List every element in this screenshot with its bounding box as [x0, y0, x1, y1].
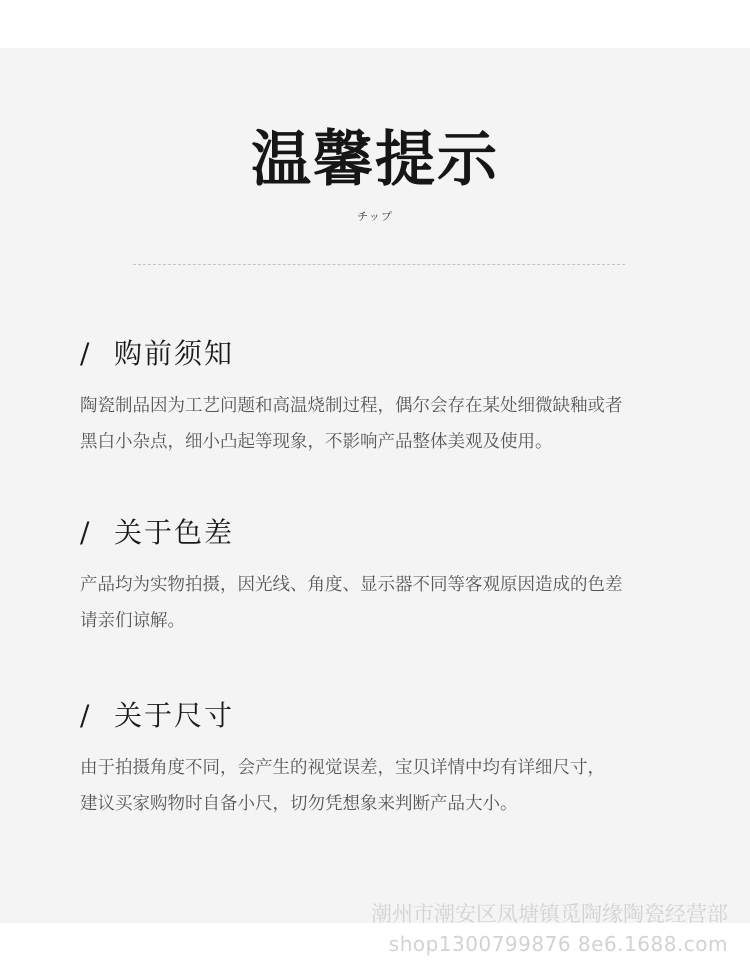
page-title: 温馨提示	[251, 125, 499, 195]
slash-mark: /	[80, 516, 92, 549]
body-line: 请亲们谅解。	[80, 611, 185, 631]
section-body	[80, 750, 720, 822]
watermark-shop-url: shop1300799876 8e6.1688.com	[388, 932, 728, 956]
body-line: 陶瓷制品因为工艺问题和高温烧制过程，偶尔会存在某处细微缺釉或者	[80, 396, 623, 416]
content-panel	[0, 48, 750, 923]
body-line: 产品均为实物拍摄，因光线、角度、显示器不同等客观原因造成的色差	[80, 575, 623, 595]
section-heading-text: 购前须知	[114, 337, 235, 370]
section-body	[80, 567, 720, 639]
section-heading	[80, 513, 720, 553]
section-body	[80, 388, 720, 460]
section-heading-text: 关于尺寸	[114, 699, 235, 732]
section-heading	[80, 696, 720, 736]
body-line: 由于拍摄角度不同，会产生的视觉误差，宝贝详情中均有详细尺寸，	[80, 758, 605, 778]
section-size	[80, 696, 720, 822]
dashed-divider	[133, 264, 625, 265]
page-subtitle: チップ	[357, 210, 393, 223]
section-heading	[80, 334, 720, 374]
section-purchase-notice	[80, 334, 720, 460]
section-color-difference	[80, 513, 720, 639]
body-line: 黑白小杂点，细小凸起等现象，不影响产品整体美观及使用。	[80, 432, 553, 452]
section-heading-text: 关于色差	[114, 516, 235, 549]
body-line: 建议买家购物时自备小尺，切勿凭想象来判断产品大小。	[80, 794, 518, 814]
slash-mark: /	[80, 337, 92, 370]
slash-mark: /	[80, 699, 92, 732]
watermark-shop-name: 潮州市潮安区凤塘镇觅陶缘陶瓷经营部	[371, 902, 728, 926]
